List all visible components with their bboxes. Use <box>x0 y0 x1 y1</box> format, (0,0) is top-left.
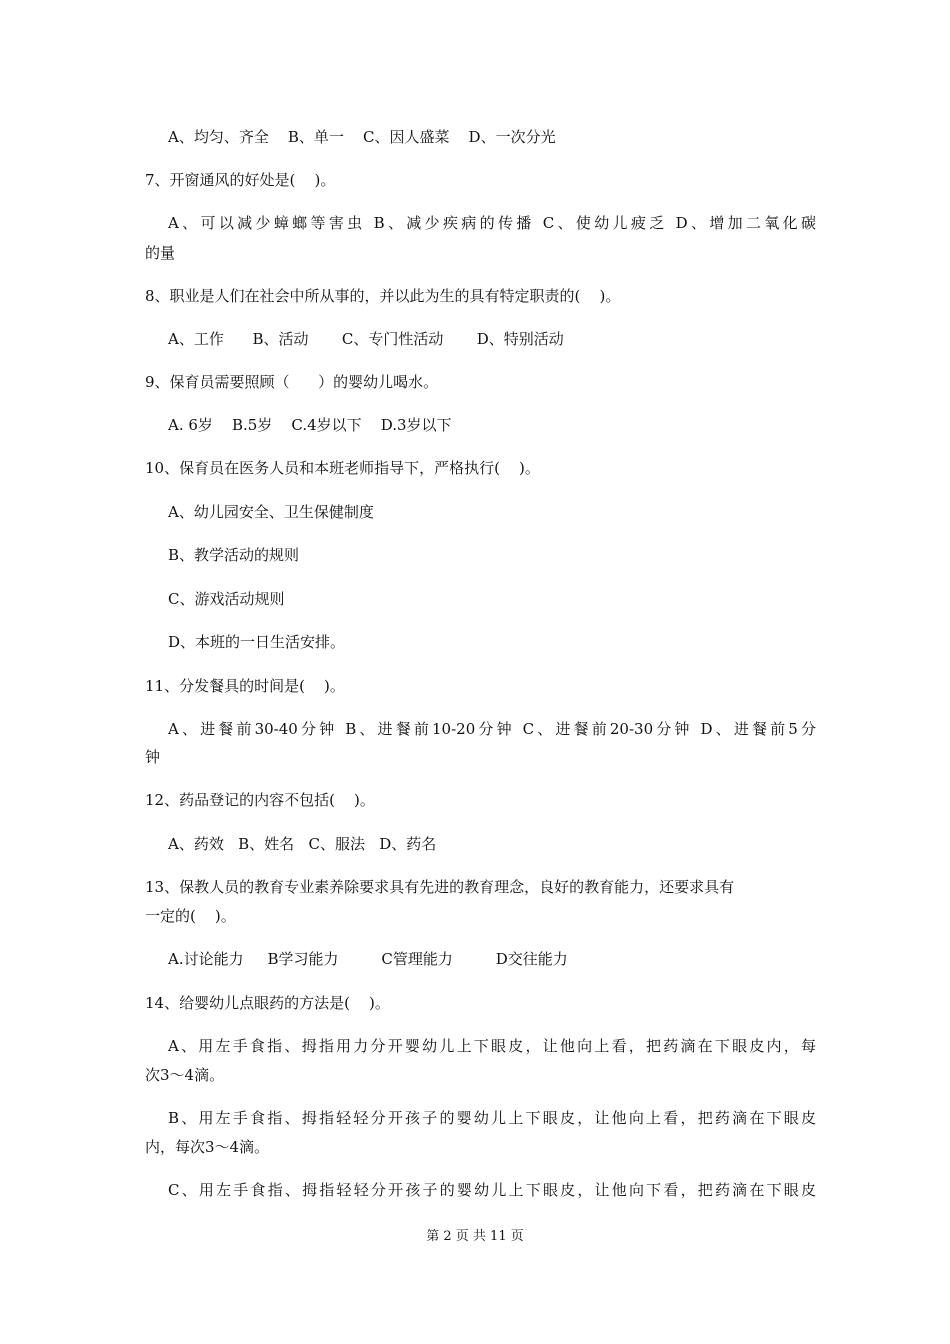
q7-options: A、可以减少蟑螂等害虫 B、减少疾病的传播 C、使幼儿疲乏 D、增加二氧化碳 <box>168 214 816 232</box>
q14-option-b-cont: 内，每次3～4滴。 <box>145 1138 270 1156</box>
q11-options-cont: 钟 <box>145 748 161 766</box>
q10-option-a: A、幼儿园安全、卫生保健制度 <box>168 503 374 521</box>
q9-stem: 9、保育员需要照顾（ ）的婴幼儿喝水。 <box>145 373 439 391</box>
q14-stem: 14、给婴幼儿点眼药的方法是( )。 <box>145 994 390 1012</box>
page-footer: 第 2 页 共 11 页 <box>426 1229 524 1244</box>
q13-options: A.讨论能力 B学习能力 C管理能力 D交往能力 <box>168 950 568 968</box>
q13-stem-cont: 一定的( )。 <box>145 907 236 925</box>
q14-option-a: A、用左手食指、拇指用力分开婴幼儿上下眼皮，让他向上看，把药滴在下眼皮内，每 <box>168 1037 816 1055</box>
q9-options: A. 6岁 B.5岁 C.4岁以下 D.3岁以下 <box>168 416 452 434</box>
q10-stem: 10、保育员在医务人员和本班老师指导下，严格执行( )。 <box>145 459 540 477</box>
q8-stem: 8、职业是人们在社会中所从事的，并以此为生的具有特定职责的( )。 <box>145 287 621 305</box>
q14-option-a-cont: 次3～4滴。 <box>145 1066 225 1084</box>
q12-options: A、药效 B、姓名 C、服法 D、药名 <box>168 835 437 853</box>
q7-options-cont: 的量 <box>145 244 176 262</box>
q14-option-c: C、用左手食指、拇指轻轻分开孩子的婴幼儿上下眼皮，让他向下看，把药滴在下眼皮 <box>168 1181 816 1199</box>
q6-options: A、均匀、齐全 B、单一 C、因人盛菜 D、一次分光 <box>168 128 556 146</box>
q12-stem: 12、药品登记的内容不包括( )。 <box>145 791 375 809</box>
q11-stem: 11、分发餐具的时间是( )。 <box>145 677 345 695</box>
q14-option-b: B、用左手食指、拇指轻轻分开孩子的婴幼儿上下眼皮，让他向上看，把药滴在下眼皮 <box>168 1109 816 1127</box>
q13-stem: 13、保教人员的教育专业素养除要求具有先进的教育理念，良好的教育能力，还要求具有 <box>145 878 735 896</box>
q8-options: A、工作 B、活动 C、专门性活动 D、特别活动 <box>168 330 564 348</box>
q10-option-d: D、本班的一日生活安排。 <box>168 633 346 651</box>
q7-stem: 7、开窗通风的好处是( )。 <box>145 171 336 189</box>
q11-options: A、进餐前30-40分钟 B、进餐前10-20分钟 C、进餐前20-30分钟 D、进餐前5分 <box>168 720 816 738</box>
q10-option-b: B、教学活动的规则 <box>168 546 300 564</box>
q10-option-c: C、游戏活动规则 <box>168 590 285 608</box>
